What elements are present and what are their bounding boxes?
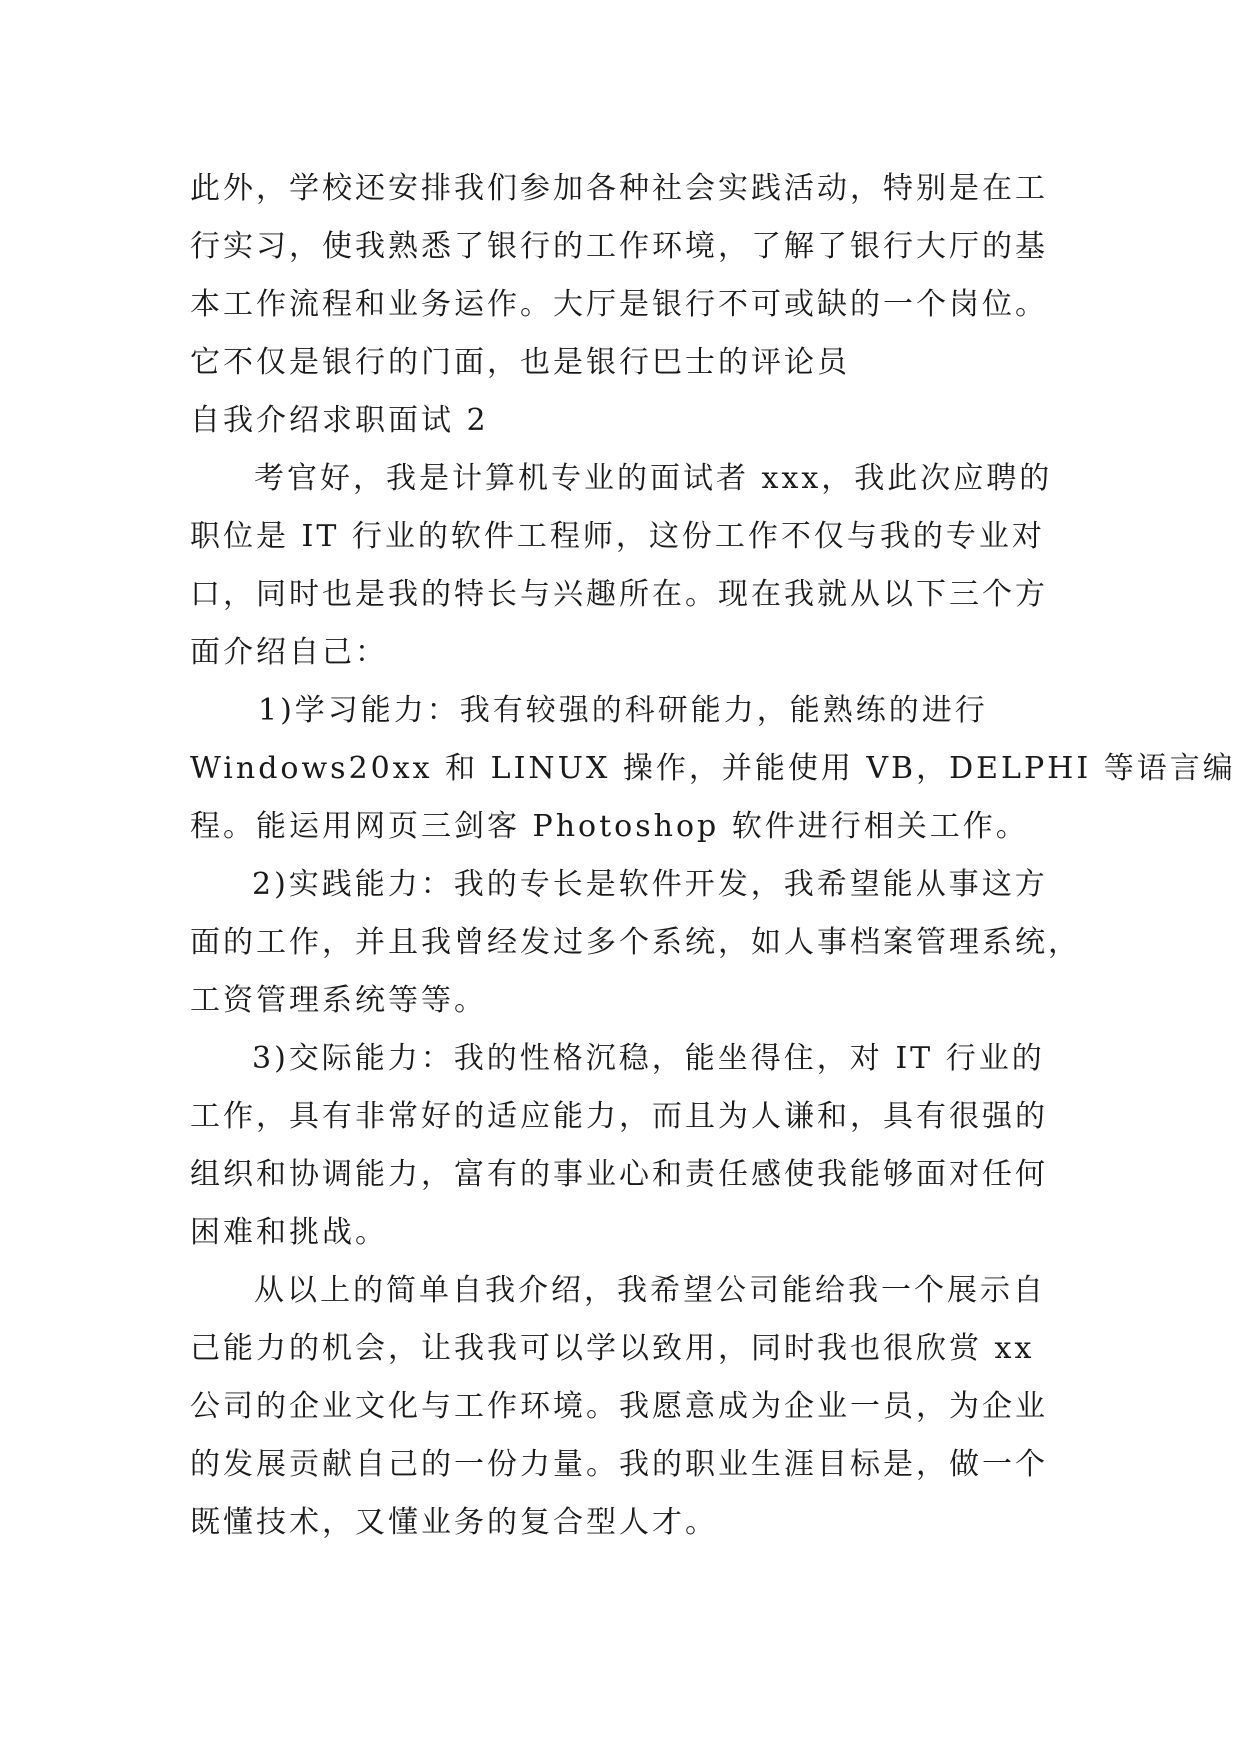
list-item-line: 面的工作，并且我曾经发过多个系统，如人事档案管理系统， (190, 925, 1081, 960)
document-body (190, 160, 1236, 1552)
paragraph-line: 面介绍自己： (190, 635, 388, 670)
list-item-line: 程。能运用网页三剑客 Photoshop 软件进行相关工作。 (190, 809, 1029, 844)
paragraph-line: 己能力的机会，让我我可以学以致用，同时我也很欣赏 xx (190, 1331, 1035, 1366)
section-heading: 自我介绍求职面试 2 (190, 403, 489, 438)
paragraph-line: 的发展贡献自己的一份力量。我的职业生涯目标是，做一个 (190, 1447, 1048, 1482)
list-item-line: 工作，具有非常好的适应能力，而且为人谦和，具有很强的 (190, 1099, 1048, 1134)
list-item-line: 1)学习能力：我有较强的科研能力，能熟练的进行 (258, 693, 988, 728)
list-item-line: 工资管理系统等等。 (190, 983, 487, 1018)
paragraph-line: 它不仅是银行的门面，也是银行巴士的评论员 (190, 345, 850, 380)
list-item-line: 2)实践能力：我的专长是软件开发，我希望能从事这方 (252, 867, 1048, 902)
paragraph-line: 此外，学校还安排我们参加各种社会实践活动，特别是在工 (190, 171, 1048, 206)
paragraph-line: 考官好，我是计算机专业的面试者 xxx，我此次应聘的 (254, 461, 1053, 496)
paragraph-line: 职位是 IT 行业的软件工程师，这份工作不仅与我的专业对 (190, 519, 1045, 554)
list-item-line: 3)交际能力：我的性格沉稳，能坐得住，对 IT 行业的 (252, 1041, 1045, 1076)
paragraph-line: 口，同时也是我的特长与兴趣所在。现在我就从以下三个方 (190, 577, 1048, 612)
paragraph-line: 行实习，使我熟悉了银行的工作环境，了解了银行大厅的基 (190, 229, 1048, 264)
paragraph-line: 公司的企业文化与工作环境。我愿意成为企业一员，为企业 (190, 1389, 1048, 1424)
list-item-line: 困难和挑战。 (190, 1215, 388, 1250)
list-item-line: 组织和协调能力，富有的事业心和责任感使我能够面对任何 (190, 1157, 1048, 1192)
paragraph-line: 本工作流程和业务运作。大厅是银行不可或缺的一个岗位。 (190, 287, 1048, 322)
list-item-line: Windows20xx 和 LINUX 操作，并能使用 VB，DELPHI 等语言编 (190, 751, 1236, 786)
paragraph-line: 从以上的简单自我介绍，我希望公司能给我一个展示自 (254, 1273, 1046, 1308)
paragraph-line: 既懂技术，又懂业务的复合型人才。 (190, 1505, 718, 1540)
